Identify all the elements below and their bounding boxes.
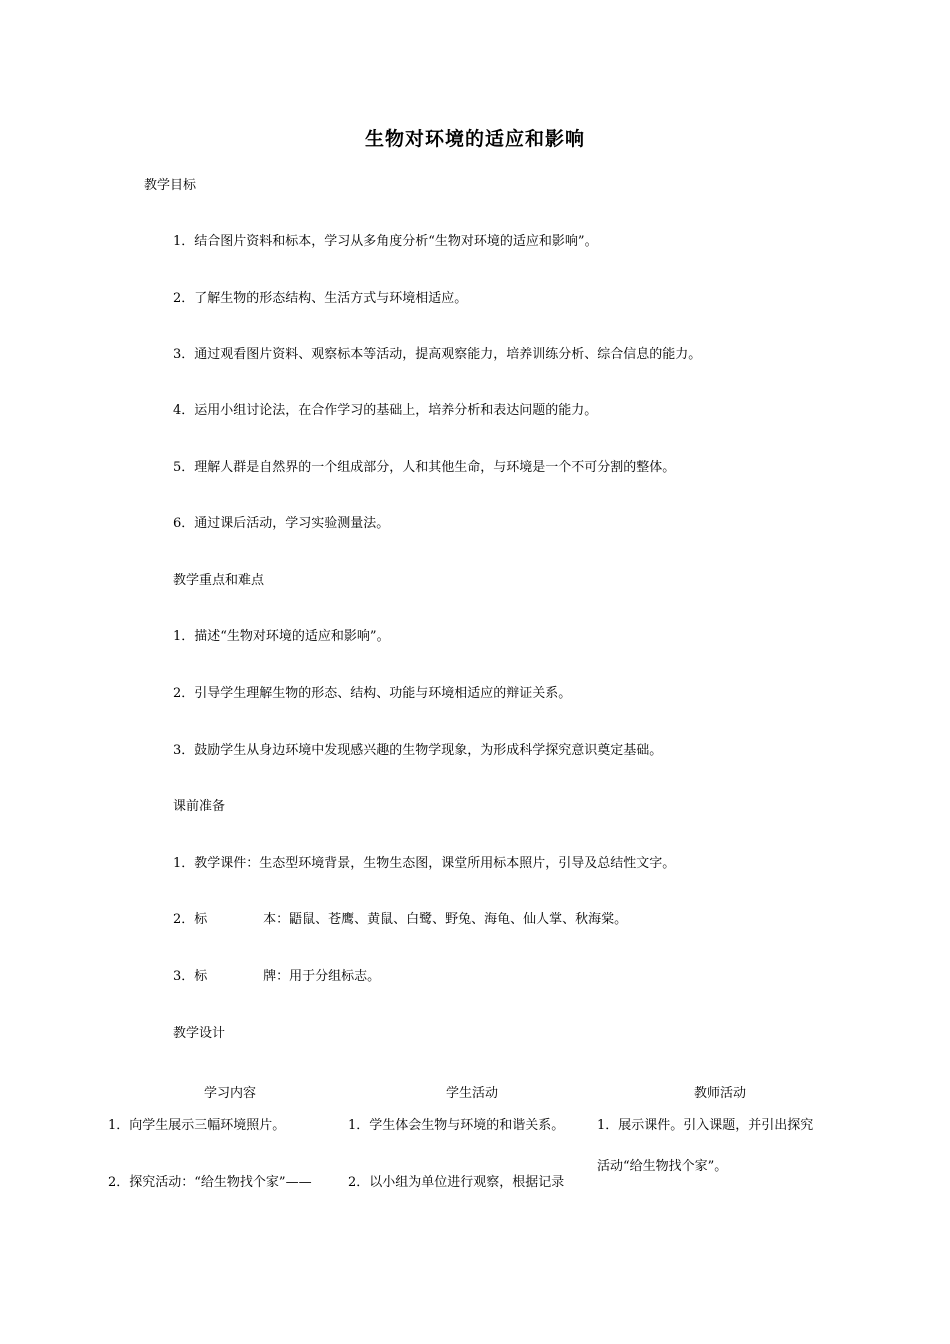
preparation-item-2-text: 本：鼯鼠、苍鹰、黄鼠、白鹭、野兔、海龟、仙人掌、秋海棠。 xyxy=(263,912,628,927)
preparation-item-2 xyxy=(173,911,627,929)
key-point-item-3: 3．鼓励学生从身边环境中发现感兴趣的生物学现象，为形成科学探究意识奠定基础。 xyxy=(173,743,663,758)
section-heading-key-points: 教学重点和难点 xyxy=(173,573,265,588)
column-header-content: 学习内容 xyxy=(203,1086,256,1101)
table-cell-content-row1: 1．向学生展示三幅环境照片。 xyxy=(108,1118,286,1133)
key-point-item-2: 2．引导学生理解生物的形态、结构、功能与环境相适应的辩证关系。 xyxy=(173,686,572,701)
key-point-item-1: 1．描述“生物对环境的适应和影响”。 xyxy=(173,629,390,644)
objective-item-3: 3．通过观看图片资料、观察标本等活动，提高观察能力，培养训练分析、综合信息的能力。 xyxy=(173,347,702,362)
section-heading-design: 教学设计 xyxy=(173,1026,226,1041)
table-cell-teacher-row1: 1．展示课件。引入课题，并引出探究 xyxy=(597,1118,814,1133)
preparation-item-3 xyxy=(173,968,380,986)
table-cell-content-row2: 2．探究活动：“给生物找个家”—— xyxy=(108,1175,312,1190)
section-heading-objectives: 教学目标 xyxy=(144,178,197,193)
section-heading-preparation: 课前准备 xyxy=(173,799,226,814)
column-header-teacher: 教师活动 xyxy=(693,1086,746,1101)
table-cell-student-row1: 1．学生体会生物与环境的和谐关系。 xyxy=(348,1118,565,1133)
document-title: 生物对环境的适应和影响 xyxy=(364,128,585,150)
objective-item-6: 6．通过课后活动，学习实验测量法。 xyxy=(173,516,390,531)
table-cell-teacher-row1-cont: 活动“给生物找个家”。 xyxy=(597,1159,728,1174)
preparation-item-3-text: 牌：用于分组标志。 xyxy=(263,969,381,984)
preparation-item-3-label: 3．标 xyxy=(173,969,208,984)
objective-item-4: 4．运用小组讨论法，在合作学习的基础上，培养分析和表达问题的能力。 xyxy=(173,403,598,418)
column-header-student: 学生活动 xyxy=(445,1086,498,1101)
objective-item-2: 2．了解生物的形态结构、生活方式与环境相适应。 xyxy=(173,291,468,306)
objective-item-1: 1．结合图片资料和标本，学习从多角度分析“生物对环境的适应和影响”。 xyxy=(173,234,598,249)
preparation-item-2-label: 2．标 xyxy=(173,912,208,927)
objective-item-5: 5．理解人群是自然界的一个组成部分，人和其他生命，与环境是一个不可分割的整体。 xyxy=(173,460,676,475)
table-cell-student-row2: 2．以小组为单位进行观察，根据记录 xyxy=(348,1175,565,1190)
preparation-item-1: 1．教学课件：生态型环境背景，生物生态图，课堂所用标本照片，引导及总结性文字。 xyxy=(173,856,676,871)
